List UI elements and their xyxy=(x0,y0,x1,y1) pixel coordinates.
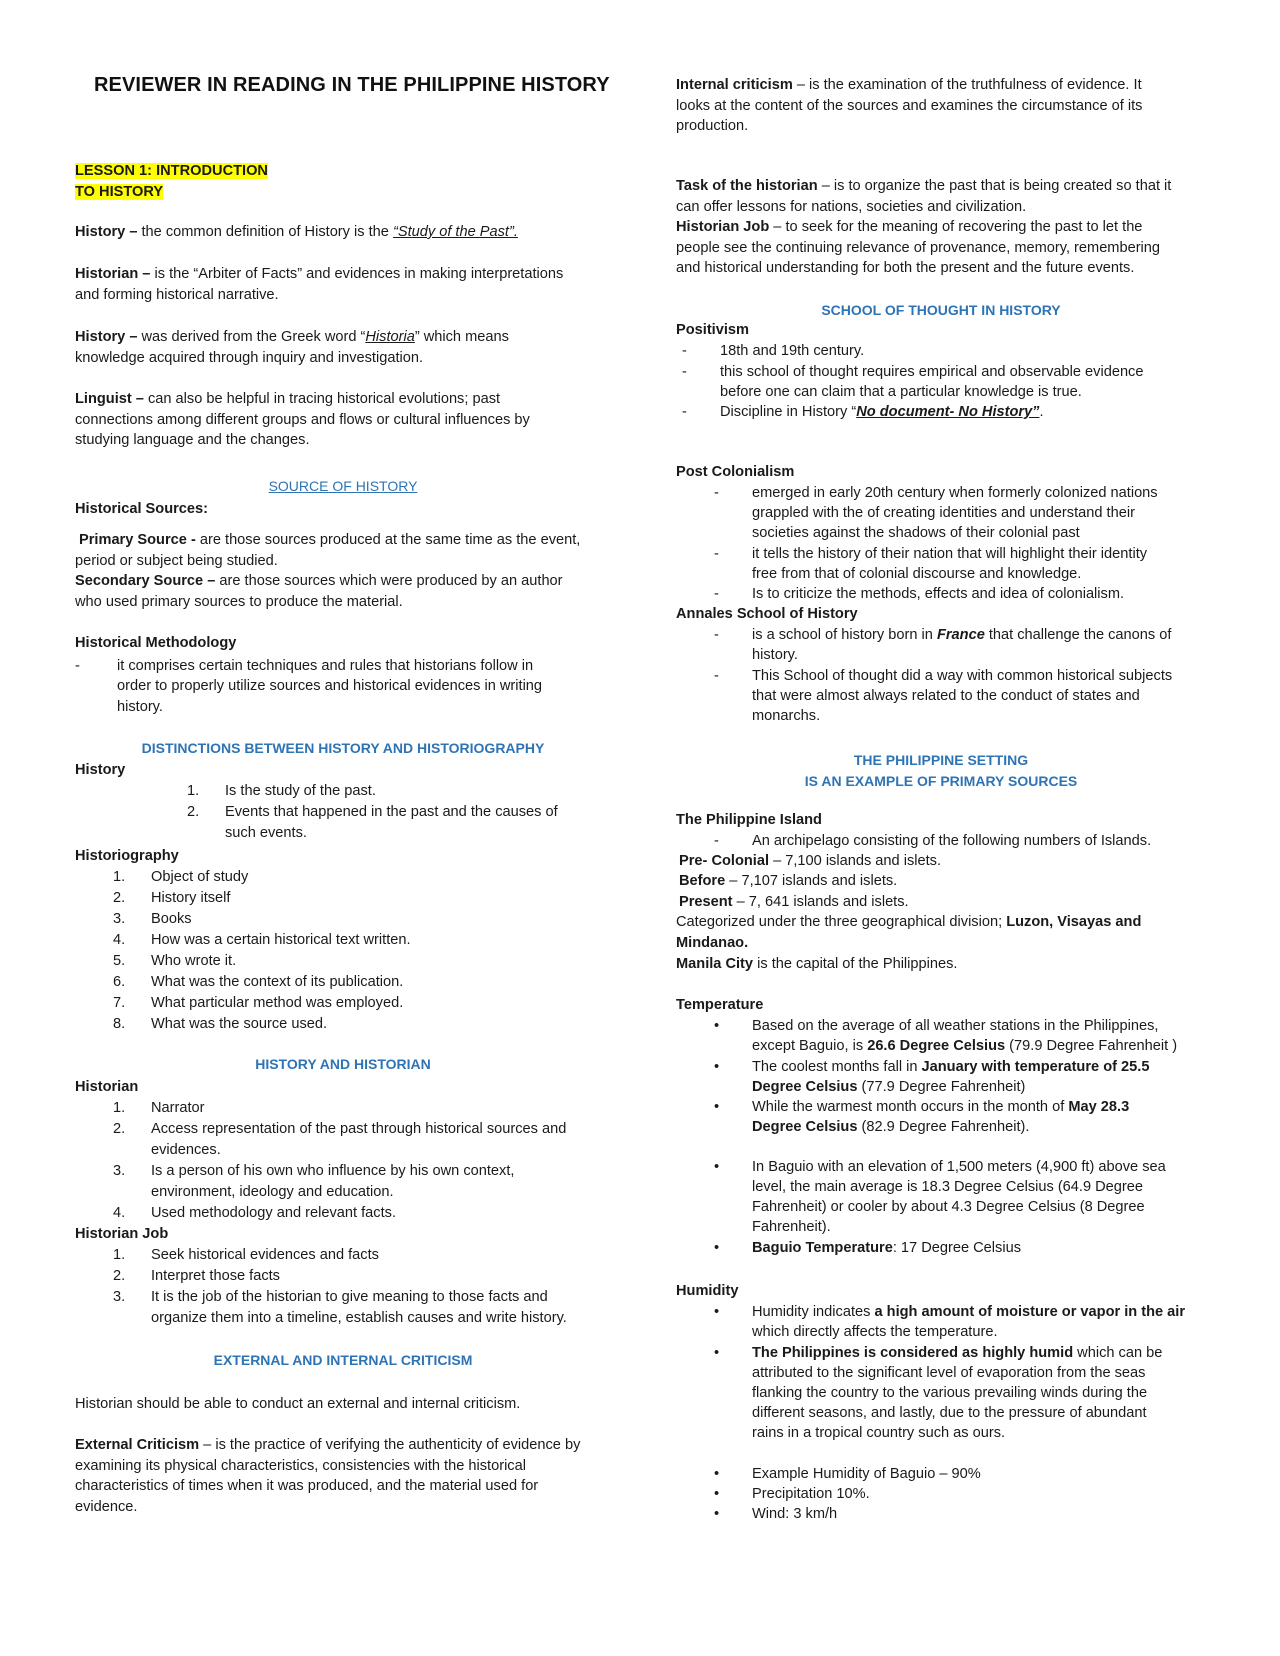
list-item: 1. Is the study of the past. xyxy=(187,783,376,799)
historiography-title: Historiography xyxy=(75,848,179,864)
definition-text: connections among different groups and flows or cultural influences by xyxy=(75,411,530,428)
list-item: 2. Events that happened in the past and the causes of such events. xyxy=(187,804,558,841)
list-item: 4. How was a certain historical text written. xyxy=(113,932,411,948)
positivism-section: Positivism - 18th and 19th century. - this school of thought requires empirical and observable evidence before one can claim that a particular knowledge is true. - Discipline in History “No document- No History”. xyxy=(676,320,1206,451)
historian-definition xyxy=(75,264,611,305)
bullet-marker: • xyxy=(714,1058,720,1075)
quote: “Study of the Past”. xyxy=(392,224,518,240)
dash-marker: - xyxy=(682,403,687,420)
bullet-marker: • xyxy=(714,1098,720,1115)
humidity-section: Humidity • Humidity indicates a high amount of moisture or vapor in the air which directly affects the temperature. • The Philippines is considered as highly humid which can be attributed to the significant level of evaporation from the seas flanking the country to the various prevailing winds during the different seasons, and lastly, due to the pressure of abundant rains in a tropical country such as ours. • Example Humidity of Baguio – 90% • Precipitation 10%. • Wind: 3 km/h xyxy=(676,1281,1206,1542)
definition-text: ” which means xyxy=(414,329,509,345)
definition-text: are those sources produced at the same time as the event, xyxy=(195,532,581,548)
section-heading-criticism: EXTERNAL AND INTERNAL CRITICISM xyxy=(213,1352,473,1368)
list-item: 1. Seek historical evidences and facts xyxy=(113,1247,379,1263)
definition-text: knowledge acquired through inquiry and investigation. xyxy=(75,349,424,366)
philippine-island-section: The Philippine Island - An archipelago consisting of the following numbers of Islands. Pre- Colonial – 7,100 islands and islets. Before – 7,107 islands and islets. Present – 7, 641 islands and islets. Categorized under the three geographical division; Luzon, Visayas and Mindanao. Manila City is the capital of the Philippines. xyxy=(676,812,1152,972)
greek-word: Historia xyxy=(365,329,415,345)
definition-text: who used primary sources to produce the material. xyxy=(75,593,403,610)
list-item: 4. Used methodology and relevant facts. xyxy=(113,1205,396,1221)
definition-text: and forming historical narrative. xyxy=(75,286,279,303)
temperature-section: Temperature • Based on the average of all weather stations in the Philippines, except Baguio, is 26.6 Degree Celsius (79.9 Degree Fahrenheit ) • The coolest months fall in January with temperature of 25.5 Degree Celsius (77.9 Degree Fahrenheit) • While the warmest month occurs in the month of May 28.3 Degree Celsius (82.9 Degree Fahrenheit). • In Baguio with an elevation of 1,500 meters (4,900 ft) above sea level, the main average is 18.3 Degree Celsius (64.9 Degree Fahrenheit) or cooler by about 4.3 Degree Celsius (8 Degree Fahrenheit). • Baguio Temperature: 17 Degree Celsius xyxy=(676,995,1206,1266)
definition-text: the common definition of History is the xyxy=(137,224,393,240)
section-heading-setting-1: THE PHILIPPINE SETTING xyxy=(853,752,1029,768)
term: Primary Source - xyxy=(79,532,196,548)
dash-marker: - xyxy=(682,363,687,380)
dash-marker: - xyxy=(682,342,687,359)
list-item: 2. Access representation of the past through historical sources and evidences. xyxy=(113,1121,567,1158)
definition-text: studying language and the changes. xyxy=(75,432,310,449)
definition-text: – is the examination of the truthfulness of evidence. It xyxy=(792,77,1142,93)
term: Historian – xyxy=(75,266,151,282)
annales-section: Annales School of History - is a school of history born in France that challenge the canons of history. - This School of thought did a way with common historical subjects that were almost always related to the conduct of states and monarchs. xyxy=(676,606,1173,724)
post-colonialism-section: Post Colonialism - emerged in early 20th century when formerly colonized nations grappled with the of creating identities and understand their societies against the shadows of their colonial past - it tells the history of their nation that will highlight their identity free from that of colonial discourse and knowledge. - Is to criticize the methods, effects and idea of colonialism. xyxy=(676,462,1206,613)
primary-source-definition xyxy=(75,530,611,612)
linguist-definition xyxy=(75,389,611,451)
list-item: 7. What particular method was employed. xyxy=(113,995,404,1011)
term: Historian Job xyxy=(676,219,770,236)
list-item: 2. History itself xyxy=(113,890,231,906)
bullet-marker: • xyxy=(714,1239,720,1256)
list-item: 3. Books xyxy=(113,911,192,927)
definition-text: can also be helpful in tracing historical evolutions; past xyxy=(143,391,501,407)
term: Secondary Source – xyxy=(75,573,216,590)
list-item: 6. What was the context of its publication. xyxy=(113,974,404,990)
term: Linguist – xyxy=(75,391,144,407)
criticism-intro: Historian should be able to conduct an external and internal criticism. xyxy=(75,1396,521,1412)
historical-sources-label: Historical Sources: xyxy=(75,501,209,517)
bullet-marker: • xyxy=(714,1158,720,1175)
list-item: 8. What was the source used. xyxy=(113,1016,328,1032)
dash-marker: - xyxy=(714,832,719,849)
section-heading-history-historian: HISTORY AND HISTORIAN xyxy=(255,1056,431,1072)
term: History – xyxy=(75,224,138,240)
term: Internal criticism xyxy=(676,77,793,93)
bullet-marker: • xyxy=(714,1017,720,1034)
dash-marker: - xyxy=(714,585,719,602)
term: History – xyxy=(75,329,138,345)
section-heading-source: SOURCE OF HISTORY xyxy=(268,478,418,494)
methodology-section xyxy=(75,633,611,724)
section-heading-distinctions: DISTINCTIONS BETWEEN HISTORY AND HISTORIOGRAPHY xyxy=(141,740,545,756)
methodology-line: history. xyxy=(117,698,163,715)
task-of-historian: Task of the historian – is to organize the past that is being created so that it can offer lessons for nations, societies and civilization. Historian Job – to seek for the meaning of recovering the past to let the people see the continuing relevance of provenance, memory, remembering and historical understanding for both the present and the future events. xyxy=(676,178,1172,277)
bullet-marker: • xyxy=(714,1505,720,1522)
list-item: 5. Who wrote it. xyxy=(113,953,237,969)
internal-criticism: Internal criticism – is the examination of the truthfulness of evidence. It looks at the content of the sources and examines the circumstance of its production. xyxy=(676,77,1143,135)
list-item: 3. Is a person of his own who influence by his own context, environment, ideology and education. xyxy=(113,1163,515,1200)
definition-text: period or subject being studied. xyxy=(75,552,278,569)
list-item: 1. Narrator xyxy=(113,1100,205,1116)
historian-list-title: Historian xyxy=(75,1079,139,1095)
definition-text: – is the practice of verifying the authenticity of evidence by xyxy=(199,1437,581,1453)
dash-marker: - xyxy=(714,484,719,501)
history-etymology xyxy=(75,327,611,368)
list-item: 2. Interpret those facts xyxy=(113,1268,280,1284)
section-heading-setting-2: IS AN EXAMPLE OF PRIMARY SOURCES xyxy=(804,773,1078,789)
lesson-heading xyxy=(75,161,611,202)
term: Task of the historian xyxy=(676,178,818,194)
lesson-heading-line2: TO HISTORY xyxy=(75,183,164,200)
document-title: REVIEWER IN READING IN THE PHILIPPINE HISTORY xyxy=(94,74,610,96)
history-definition xyxy=(75,222,611,243)
bullet-marker: • xyxy=(714,1465,720,1482)
definition-text: are those sources which were produced by an author xyxy=(215,573,563,590)
term: External Criticism xyxy=(75,1437,200,1453)
list-item: 3. It is the job of the historian to give meaning to those facts and organize them into a timeline, establish causes and write history. xyxy=(113,1289,567,1326)
bullet-marker: • xyxy=(714,1485,720,1502)
historian-job-title: Historian Job xyxy=(75,1226,169,1242)
positivism-title: Positivism xyxy=(676,322,749,338)
definition-text: – to seek for the meaning of recovering the past to let the xyxy=(769,219,1143,236)
dash-marker: - xyxy=(75,657,80,674)
definition-text: is the “Arbiter of Facts” and evidences in making interpretations xyxy=(150,266,564,282)
dash-marker: - xyxy=(714,545,719,562)
bullet-marker: • xyxy=(714,1344,720,1361)
dash-marker: - xyxy=(714,626,719,643)
bullet-marker: • xyxy=(714,1303,720,1320)
definition-text: – is to organize the past that is being created so that it xyxy=(817,178,1172,194)
methodology-title: Historical Methodology xyxy=(75,635,237,651)
dash-marker: - xyxy=(714,667,719,684)
methodology-line: it comprises certain techniques and rules that historians follow in xyxy=(117,657,534,674)
section-heading-school: SCHOOL OF THOUGHT IN HISTORY xyxy=(821,302,1061,318)
external-criticism: External Criticism – is the practice of verifying the authenticity of evidence by examining its physical characteristics, consistencies with the historical characteristics of times when it was produced, and the material used for evidence. xyxy=(75,1437,581,1515)
methodology-line: order to properly utilize sources and historical evidences in writing xyxy=(117,678,543,695)
definition-text: was derived from the Greek word “ xyxy=(137,329,366,345)
history-list-title: History xyxy=(75,762,126,778)
lesson-heading-line1: LESSON 1: INTRODUCTION xyxy=(75,163,268,179)
list-item: 1. Object of study xyxy=(113,869,249,885)
